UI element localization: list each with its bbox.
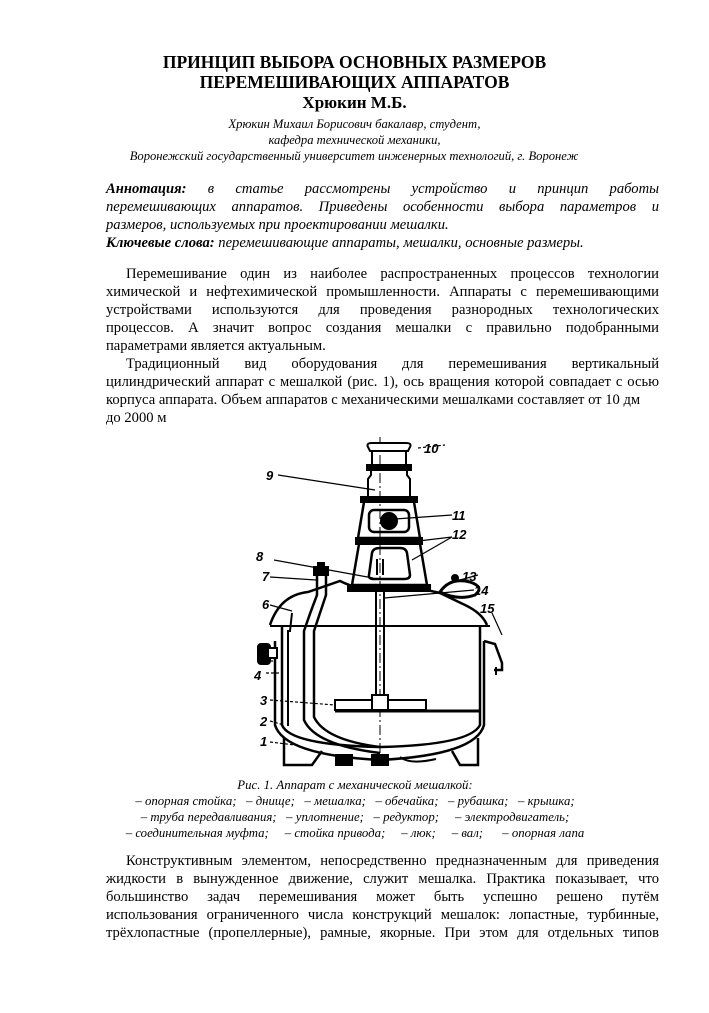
reducer-flange [361, 497, 417, 502]
seal-window [369, 548, 410, 579]
label-13: 13 [462, 569, 477, 584]
leader-7 [270, 577, 316, 580]
p3-line-3: большинство задач перемешивания может быть успешно решено путём [106, 889, 659, 905]
stirrer-hub [372, 695, 388, 710]
figure-caption-line-3: – соединительная муфта; – стойка привода; – люк; – вал; – опорная лапа [125, 826, 585, 840]
p2-line-1: Традиционный вид оборудования для перемешивания вертикальный [126, 356, 659, 372]
label-4: 4 [254, 668, 262, 683]
p2-line-3: корпуса аппарата. Объем аппаратов с механическими мешалками составляет от 10 дм [106, 392, 641, 408]
figure-caption-line-1: – опорная стойка; – днище; – мешалка; – обечайка; – рубашка; – крышка; [135, 794, 575, 808]
drain-fitting-1 [336, 755, 352, 765]
motor-flange [367, 465, 411, 470]
p1-line-5: параметрами является актуальным. [106, 338, 326, 354]
label-15: 15 [480, 601, 495, 616]
stand-flange [356, 538, 422, 544]
p2-line-4: до 2000 м [106, 410, 167, 426]
leader-3 [270, 700, 335, 705]
label-2: 2 [260, 714, 268, 729]
keywords-line [106, 234, 659, 252]
paper-title-line-2: ПЕРЕМЕШИВАЮЩИХ АППАРАТОВ [199, 72, 510, 92]
label-5: 5 [260, 653, 268, 668]
author-name: Хрюкин М.Б. [302, 93, 407, 112]
abstract-line-1 [106, 180, 659, 198]
abstract [106, 180, 659, 252]
p3-line-4: использования ограниченного числа конструкций мешалок: лопастные, турбинные, [106, 907, 659, 923]
motor-cap [368, 443, 411, 451]
motor-body [372, 451, 406, 465]
label-3: 3 [260, 693, 268, 708]
abstract-label: Аннотация: [106, 181, 187, 197]
paper-title-line-1: ПРИНЦИП ВЫБОРА ОСНОВНЫХ РАЗМЕРОВ [162, 52, 547, 72]
pipe-outer [304, 575, 380, 753]
label-12: 12 [452, 527, 467, 542]
abstract-line-2: перемешивающих аппаратов. Приведены особенности выбора параметров и [106, 199, 659, 215]
figure-caption-line-2: – труба передавливания; – уплотнение; – редуктор; – электродвигатель; [140, 810, 570, 824]
label-8: 8 [256, 549, 264, 564]
affiliation-line-2: кафедра технической механики, [268, 133, 441, 147]
p2-line-2: цилиндрический аппарат с мешалкой (рис. 1), ось вращения которой совпадает с осью [106, 374, 659, 390]
figure-caption-title: Рис. 1. Аппарат с механической мешалкой: [237, 778, 473, 792]
label-10: 10 [424, 441, 439, 456]
label-14: 14 [474, 583, 489, 598]
p1-line-2: химической и нефтехимической промышленности. Аппараты с перемешивающими [106, 284, 659, 300]
affiliation-line-3: Воронежский государственный университет инженерных технологий, г. Воронеж [129, 149, 579, 163]
label-11: 11 [452, 508, 466, 523]
label-6: 6 [262, 597, 270, 612]
leader-15 [492, 613, 502, 635]
p3-line-2: жидкости в вынужденное движение, служит мешалка. Практика показывает, что [106, 871, 659, 887]
body-paragraph-2 [106, 355, 659, 427]
drain-fitting-2 [372, 755, 388, 765]
keywords-text: перемешивающие аппараты, мешалки, основные размеры. [218, 235, 584, 251]
p1-line-4: процессов. А значит вопрос создания мешалки с правильно подобранными [106, 320, 659, 336]
reducer-body [368, 470, 410, 497]
p1-line-3: устройствами используются для проведения разнородных технологических [106, 302, 659, 318]
abstract-line-3: размеров, используемых при проектировании мешалки. [106, 217, 449, 233]
p1-line-1: Перемешивание один из наиболее распространенных процессов технологии [126, 266, 659, 282]
keywords-label: Ключевые слова: [106, 235, 215, 251]
leg-right [452, 738, 478, 765]
body-paragraph-3 [106, 852, 659, 942]
p3-line-1: Конструктивным элементом, непосредственно предназначенным для приведения [126, 853, 659, 869]
pipe-inner [314, 575, 380, 747]
abstract-text-1: в статье рассмотрены устройство и принцип работы [207, 181, 659, 197]
support-lug [484, 641, 502, 670]
body-paragraph-1 [106, 265, 659, 355]
label-9: 9 [266, 468, 274, 483]
label-1: 1 [260, 734, 268, 749]
p3-line-5: трёхлопастные (пропеллерные), рамные, якорные. При этом для отдельных типов [106, 925, 659, 941]
coupling [381, 513, 397, 529]
label-7: 7 [262, 569, 270, 584]
affiliation-line-1: Хрюкин Михаил Борисович бакалавр, студент, [228, 117, 481, 131]
leader-9 [278, 475, 375, 490]
leader-11 [395, 515, 452, 519]
apparatus-figure [240, 435, 520, 770]
